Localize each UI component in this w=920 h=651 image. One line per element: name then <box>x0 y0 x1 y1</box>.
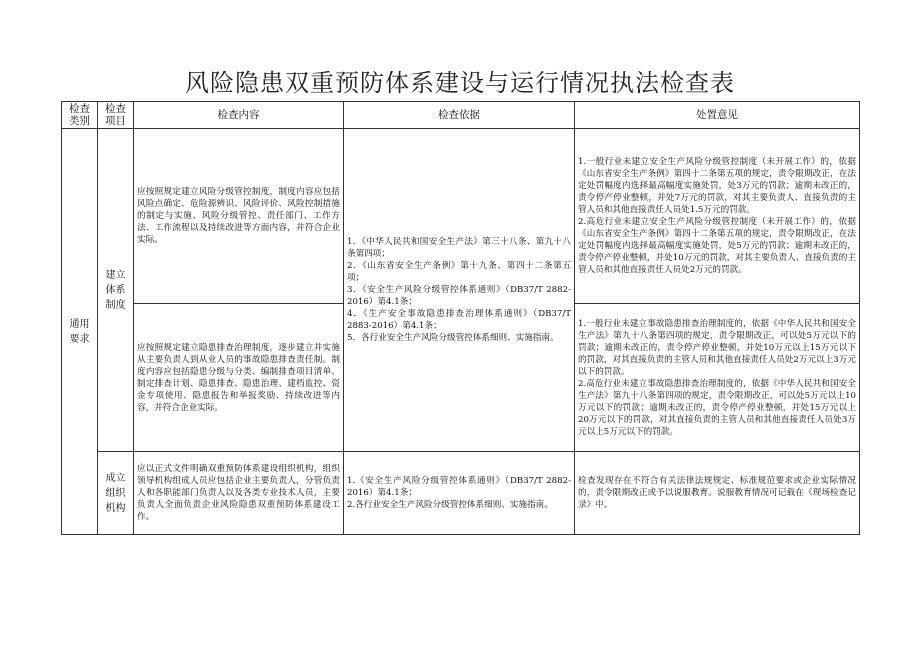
opinion-line: 1.一般行业未建立事故隐患排查治理制度的，依据《中华人民共和国安全生产法》第九十八条第四项的规定，责令限期改正，可以处5万元以下的罚款；逾期未改正的，责令停产停业整顿，并处10万元以上15万元以下的罚款，对其直接负责的主管人员和其他直接责任人员处2万元以上3万元以下的罚款。 <box>578 318 856 377</box>
basis-line: 3．《安全生产风险分级管控体系通则》（DB37/T 2882-2016）第4.1条； <box>347 285 571 307</box>
category-cell: 通用要求 <box>62 129 98 535</box>
header-content: 检查内容 <box>134 102 344 129</box>
item-cell-system: 建立体系制度 <box>98 129 134 452</box>
basis-cell-system <box>344 129 575 452</box>
content-cell-organization: 应以正式文件明确双重预防体系建设组织机构，组织领导机构组成人员应包括企业主要负责人，分管负责人和各职能部门负责人以及各类专业技术人员，主要负责人全面负责企业风险隐患双重预防体系建设工作。 <box>134 452 344 535</box>
opinion-line: 1.一般行业未建立安全生产风险分级管控制度（未开展工作）的，依据《山东省安全生产条例》第四十二条第五项的规定，责令限期改正，在法定处罚幅度内选择最高幅度实施处罚，处3万元的罚款；逾期未改正的，责令停产停业整顿，并处7万元的罚款，对其主要负责人、直接负责的主管人员和其他直接责任人员处1.5万元的罚款。 <box>578 157 856 215</box>
table-row <box>62 452 860 535</box>
opinion-cell-risk <box>575 129 860 304</box>
opinion-cell-organization: 检查发现存在不符合有关法律法规规定、标准规范要求或企业实际情况的，责令限期改正或予以说服教育。说服教育情况可记载在《现场检查记录》中。 <box>575 452 860 535</box>
basis-line: 2．《山东省安全生产条例》第十九条、第四十二条第五项； <box>347 261 571 283</box>
header-basis: 检查依据 <box>344 102 575 129</box>
header-category: 检查类别 <box>62 102 98 129</box>
header-item: 检查项目 <box>98 102 134 129</box>
basis-line: 2.各行业安全生产风险分级管控体系细则、实施指南。 <box>347 500 553 510</box>
document-title: 风险隐患双重预防体系建设与运行情况执法检查表 <box>185 69 735 97</box>
basis-line: 1.《安全生产风险分级管控体系通则》（DB37/T 2882-2016）第4.1条； <box>347 476 571 498</box>
basis-line: 5．各行业安全生产风险分级管控体系细则、实施指南。 <box>347 333 559 343</box>
opinion-line: 2.高危行业未建立事故隐患排查治理制度的，依据《中华人民共和国安全生产法》第九十八条第四项的规定，责令限期改正，可以处5万元以上10万元以下的罚款；逾期未改正的，责令停产停业整顿，并处15万元以上20万元以下的罚款，对其直接负责的主管人员和其他直接责任人员处3万元以上5万元以下的罚款。 <box>578 378 856 437</box>
header-row <box>62 102 860 129</box>
inspection-table <box>61 101 860 535</box>
opinion-cell-hazard <box>575 304 860 452</box>
item-cell-organization: 成立组织机构 <box>98 452 134 535</box>
basis-cell-organization <box>344 452 575 535</box>
basis-line: 4．《生产安全事故隐患排查治理体系通则》（DB37/T 2883-2016）第4.1条； <box>347 309 571 331</box>
header-opinion: 处置意见 <box>575 102 860 129</box>
opinion-line: 2.高危行业未建立安全生产风险分级管控制度（未开展工作）的，依据《山东省安全生产条例》第四十二条第五项的规定，责令限期改正，在法定处罚幅度内选择最高幅度实施处罚，处5万元的罚款；逾期未改正的，责令停产停业整顿，并处10万元的罚款，对其主要负责人、直接负责的主管人员和其他直接责任人员处2万元的罚款。 <box>578 217 856 275</box>
table-row <box>62 129 860 304</box>
basis-line: 1．《中华人民共和国安全生产法》第三十八条、第九十八条第四项； <box>347 237 571 259</box>
content-cell-risk: 应按照规定建立风险分级管控制度，制度内容应包括风险点确定、危险源辨识、风险评价、风险控制措施的制定与实施、风险分级管控、责任部门、工作方法、工作流程以及持续改进等方面内容，并符合企业实际。 <box>134 129 344 304</box>
content-cell-hazard: 应按照规定建立隐患排查治理制度，逐步建立并实施从主要负责人到从业人员的事故隐患排查责任制。制度内容应包括隐患分级与分类、编制排查项目清单、制定排查计划、隐患排查、隐患治理、建档监控、资金专项使用、隐患报告和举报奖励、持续改进等内容，并符合企业实际。 <box>134 304 344 452</box>
